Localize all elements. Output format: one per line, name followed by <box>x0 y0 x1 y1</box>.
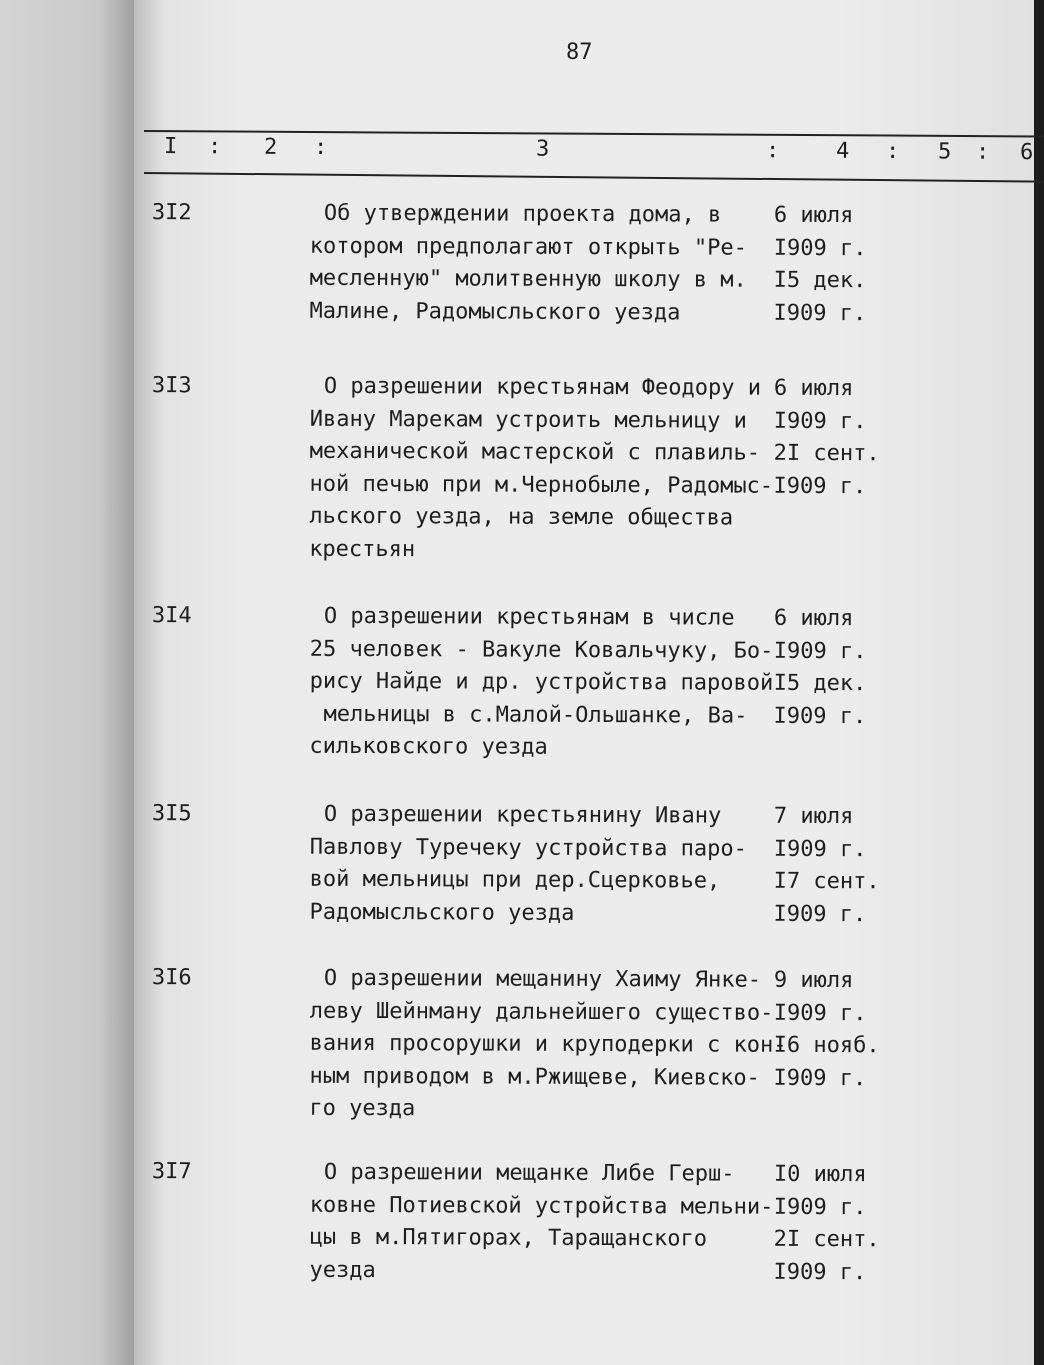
description-line: льского уезда, на земле общества <box>309 503 734 531</box>
header-separator: : <box>975 139 990 165</box>
table-header <box>164 134 1044 170</box>
date-line: 6 июля <box>773 202 854 229</box>
date-line: I909 г. <box>773 300 867 326</box>
header-col-4: 4 <box>835 138 850 164</box>
date-line: 7 июля <box>773 803 854 830</box>
date-line: I909 г. <box>773 901 867 927</box>
description-line: крестьян <box>309 536 416 562</box>
date-line: I6 нояб. <box>773 1032 880 1059</box>
date-line: I909 г. <box>773 836 867 862</box>
entry-dates <box>773 1159 880 1289</box>
date-line: I909 г. <box>773 235 867 261</box>
description-line: Ивану Марекам устроить мельницу и <box>309 406 747 434</box>
entry-number: 3I5 <box>151 801 192 827</box>
entry-number: 3I4 <box>151 603 192 629</box>
entry-number: 3I3 <box>151 373 192 399</box>
description-line: рису Найде и др. устройства паровой <box>309 668 774 696</box>
date-line: 6 июля <box>773 605 854 632</box>
entry-dates <box>773 965 880 1095</box>
date-line: I909 г. <box>773 1259 867 1285</box>
header-separator: : <box>207 134 222 160</box>
date-line: I0 июля <box>773 1161 867 1188</box>
date-line: 6 июля <box>773 375 854 402</box>
description-line: месленную" молитвенную школу в м. <box>309 265 747 293</box>
date-line: I909 г. <box>773 408 867 434</box>
entry-dates <box>773 801 880 931</box>
description-line: 25 человек - Вакуле Ковальчуку, Бо- <box>309 636 774 664</box>
description-line: котором предполагают открыть "Ре- <box>309 233 747 261</box>
table-row <box>134 600 1034 760</box>
entry-description <box>309 371 780 568</box>
date-line: I5 дек. <box>773 670 867 697</box>
table-row <box>134 1156 1034 1285</box>
description-line: леву Шейнману дальнейшего существо- <box>309 998 774 1026</box>
description-line: уезда <box>309 1257 376 1283</box>
entry-description <box>309 799 780 931</box>
date-line: 9 июля <box>773 967 854 994</box>
entry-description <box>309 1157 780 1289</box>
description-line: механической мастерской с плавиль- <box>309 438 761 466</box>
entry-number: 3I2 <box>151 200 192 226</box>
date-line: I909 г. <box>773 638 867 664</box>
header-col-5: 5 <box>937 139 952 165</box>
date-line: I909 г. <box>773 703 867 729</box>
date-line: I909 г. <box>773 1065 867 1091</box>
description-line: вания просорушки и круподерки с кон- <box>309 1030 787 1058</box>
description-line: О разрешении крестьянам Феодору и <box>323 373 762 401</box>
header-rule-bottom <box>144 172 1044 183</box>
description-line: цы в м.Пятигорах, Таращанского <box>309 1224 708 1252</box>
date-line: I909 г. <box>773 1000 867 1026</box>
document-page <box>134 0 1034 1365</box>
description-line: сильковского уезда <box>309 733 548 760</box>
date-line: I909 г. <box>773 473 867 499</box>
header-separator: : <box>885 139 900 165</box>
entry-dates <box>773 603 866 733</box>
description-line: О разрешении крестьянину Ивану <box>323 801 722 829</box>
entry-number: 3I6 <box>151 965 192 991</box>
table-row <box>134 370 1034 562</box>
description-line: Малине, Радомысльского уезда <box>309 298 681 325</box>
description-line: ным приводом в м.Ржищеве, Киевско- <box>309 1063 760 1091</box>
entry-description <box>309 601 780 766</box>
description-line: ковне Потиевской устройства мельни- <box>309 1192 774 1220</box>
page-number: 87 <box>566 40 593 65</box>
table-row <box>134 962 1034 1122</box>
entry-dates <box>773 373 880 503</box>
header-col-2: 2 <box>263 134 278 160</box>
entry-description <box>309 963 787 1128</box>
header-col-6: 6 <box>1019 139 1034 166</box>
table-row <box>134 197 1034 326</box>
description-line: ной печью при м.Чернобыле, Радомыс- <box>309 471 774 499</box>
date-line: I5 дек. <box>773 267 867 294</box>
entry-description <box>309 198 780 330</box>
entry-number: 3I7 <box>151 1159 192 1185</box>
description-line: Павлову Туречеку устройства паро- <box>309 834 747 862</box>
date-line: I7 сент. <box>773 868 880 895</box>
table-row <box>134 798 1034 927</box>
description-line: О разрешении мещанину Хаиму Янке- <box>323 965 762 993</box>
date-line: 2I сент. <box>773 440 880 467</box>
header-separator: : <box>313 135 328 161</box>
description-line: О разрешении крестьянам в числе <box>323 603 735 631</box>
description-line: Об утверждении проекта дома, в <box>323 200 722 228</box>
description-line: мельницы в с.Малой-Ольшанке, Ва- <box>323 701 748 729</box>
description-line: О разрешении мещанке Либе Герш- <box>323 1159 735 1187</box>
description-line: Радомысльского уезда <box>309 899 575 926</box>
header-col-1: I <box>163 134 178 160</box>
entry-dates <box>773 200 866 330</box>
date-line: I909 г. <box>773 1194 867 1220</box>
description-line: вой мельницы при дер.Сцерковье, <box>309 866 721 894</box>
previous-page-edge <box>0 0 140 1365</box>
header-separator: : <box>765 138 780 164</box>
header-col-3: 3 <box>535 136 550 162</box>
description-line: го уезда <box>309 1095 416 1122</box>
date-line: 2I сент. <box>773 1226 880 1253</box>
